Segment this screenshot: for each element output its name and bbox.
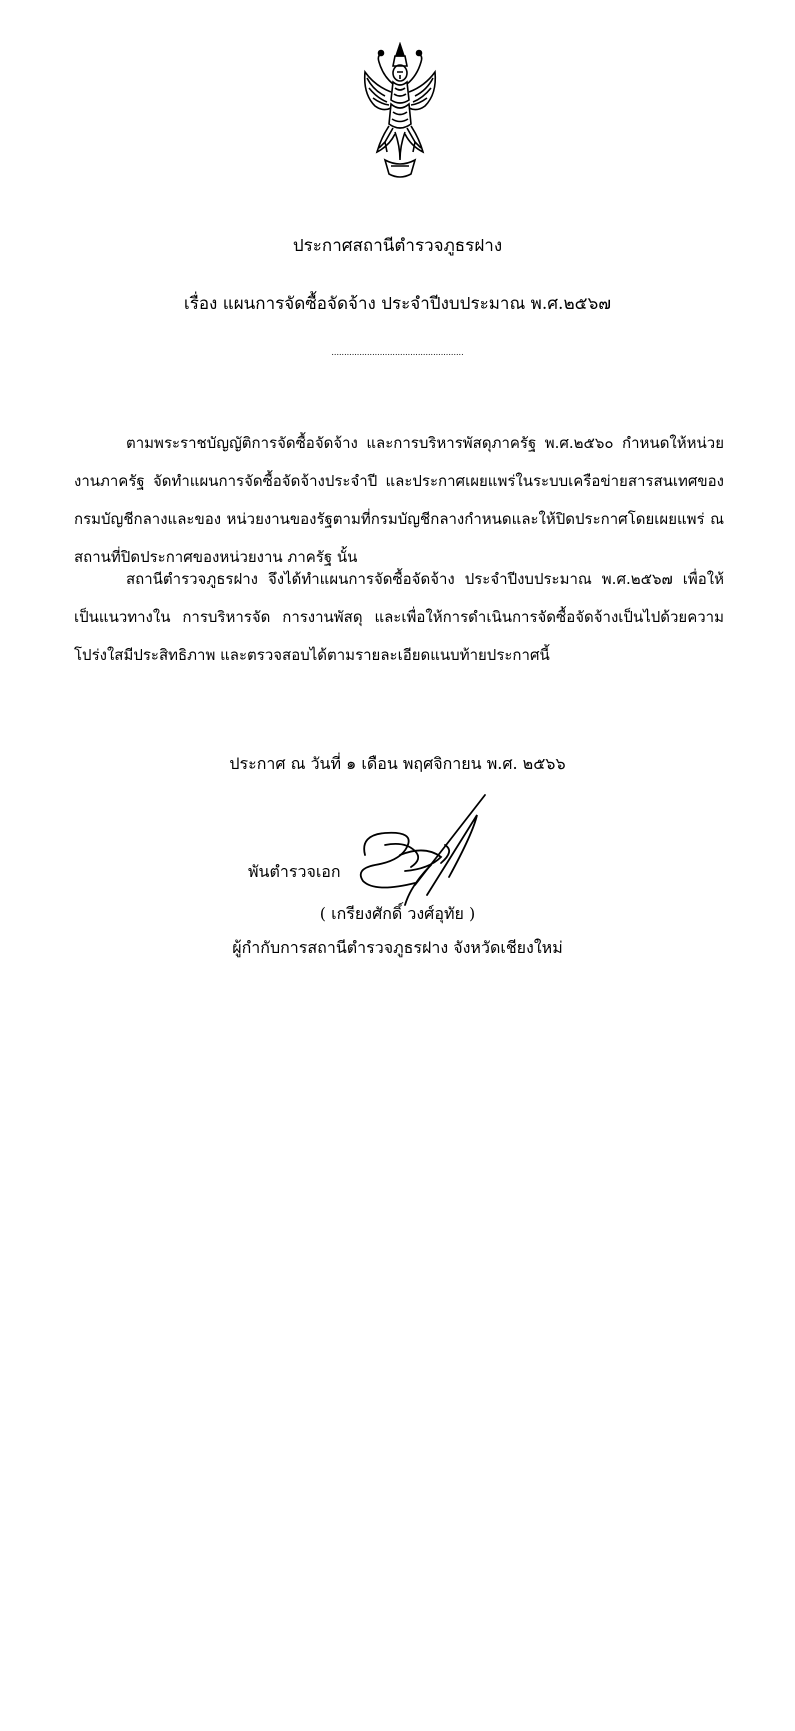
- announcement-subject: เรื่อง แผนการจัดซื้อจัดจ้าง ประจำปีงบประมาณ พ.ศ.๒๕๖๗: [183, 294, 612, 314]
- separator-dots: ....................................................: [331, 348, 464, 357]
- body-paragraph-2: สถานีตำรวจภูธรฝาง จึงได้ทำแผนการจัดซื้อจัดจ้าง ประจำปีงบประมาณ พ.ศ.๒๕๖๗ เพื่อให้เป็นแนวทางใน การบริหารจัด การงานพัสดุ และเพื่อให้การดำเนินการจัดซื้อจัดจ้างเป็นไปด้วยความโปร่งใสมีประสิทธิภาพ และตรวจสอบได้ตามรายละเอียดแนบท้ายประกาศนี้: [74, 570, 724, 664]
- signer-position: ผู้กำกับการสถานีตำรวจภูธรฝาง จังหวัดเชียงใหม่: [232, 938, 563, 957]
- body-paragraph-1: ตามพระราชบัญญัติการจัดซื้อจัดจ้าง และการบริหารพัสดุภาครัฐ พ.ศ.๒๕๖๐ กำหนดให้หน่วยงานภาครัฐ จัดทำแผนการจัดซื้อจัดจ้างประจำปี และประกาศเผยแพร่ในระบบเครือข่ายสารสนเทศของกรมบัญชีกลางและของ หน่วยงานของรัฐตามที่กรมบัญชีกลางกำหนดและให้ปิดประกาศโดยเผยแพร่ ณ สถานที่ปิดประกาศของหน่วยงาน ภาครัฐ นั้น: [74, 434, 724, 566]
- garuda-emblem-icon: [355, 42, 445, 182]
- announcement-title: ประกาศสถานีตำรวจภูธรฝาง: [292, 236, 503, 256]
- signer-rank: พันตำรวจเอก: [248, 862, 341, 881]
- announcement-date: ประกาศ ณ วันที่ ๑ เดือน พฤศจิกายน พ.ศ. ๒๕๖๖: [229, 754, 566, 773]
- signer-name: ( เกรียงศักดิ์ วงศ์อุทัย ): [319, 904, 476, 923]
